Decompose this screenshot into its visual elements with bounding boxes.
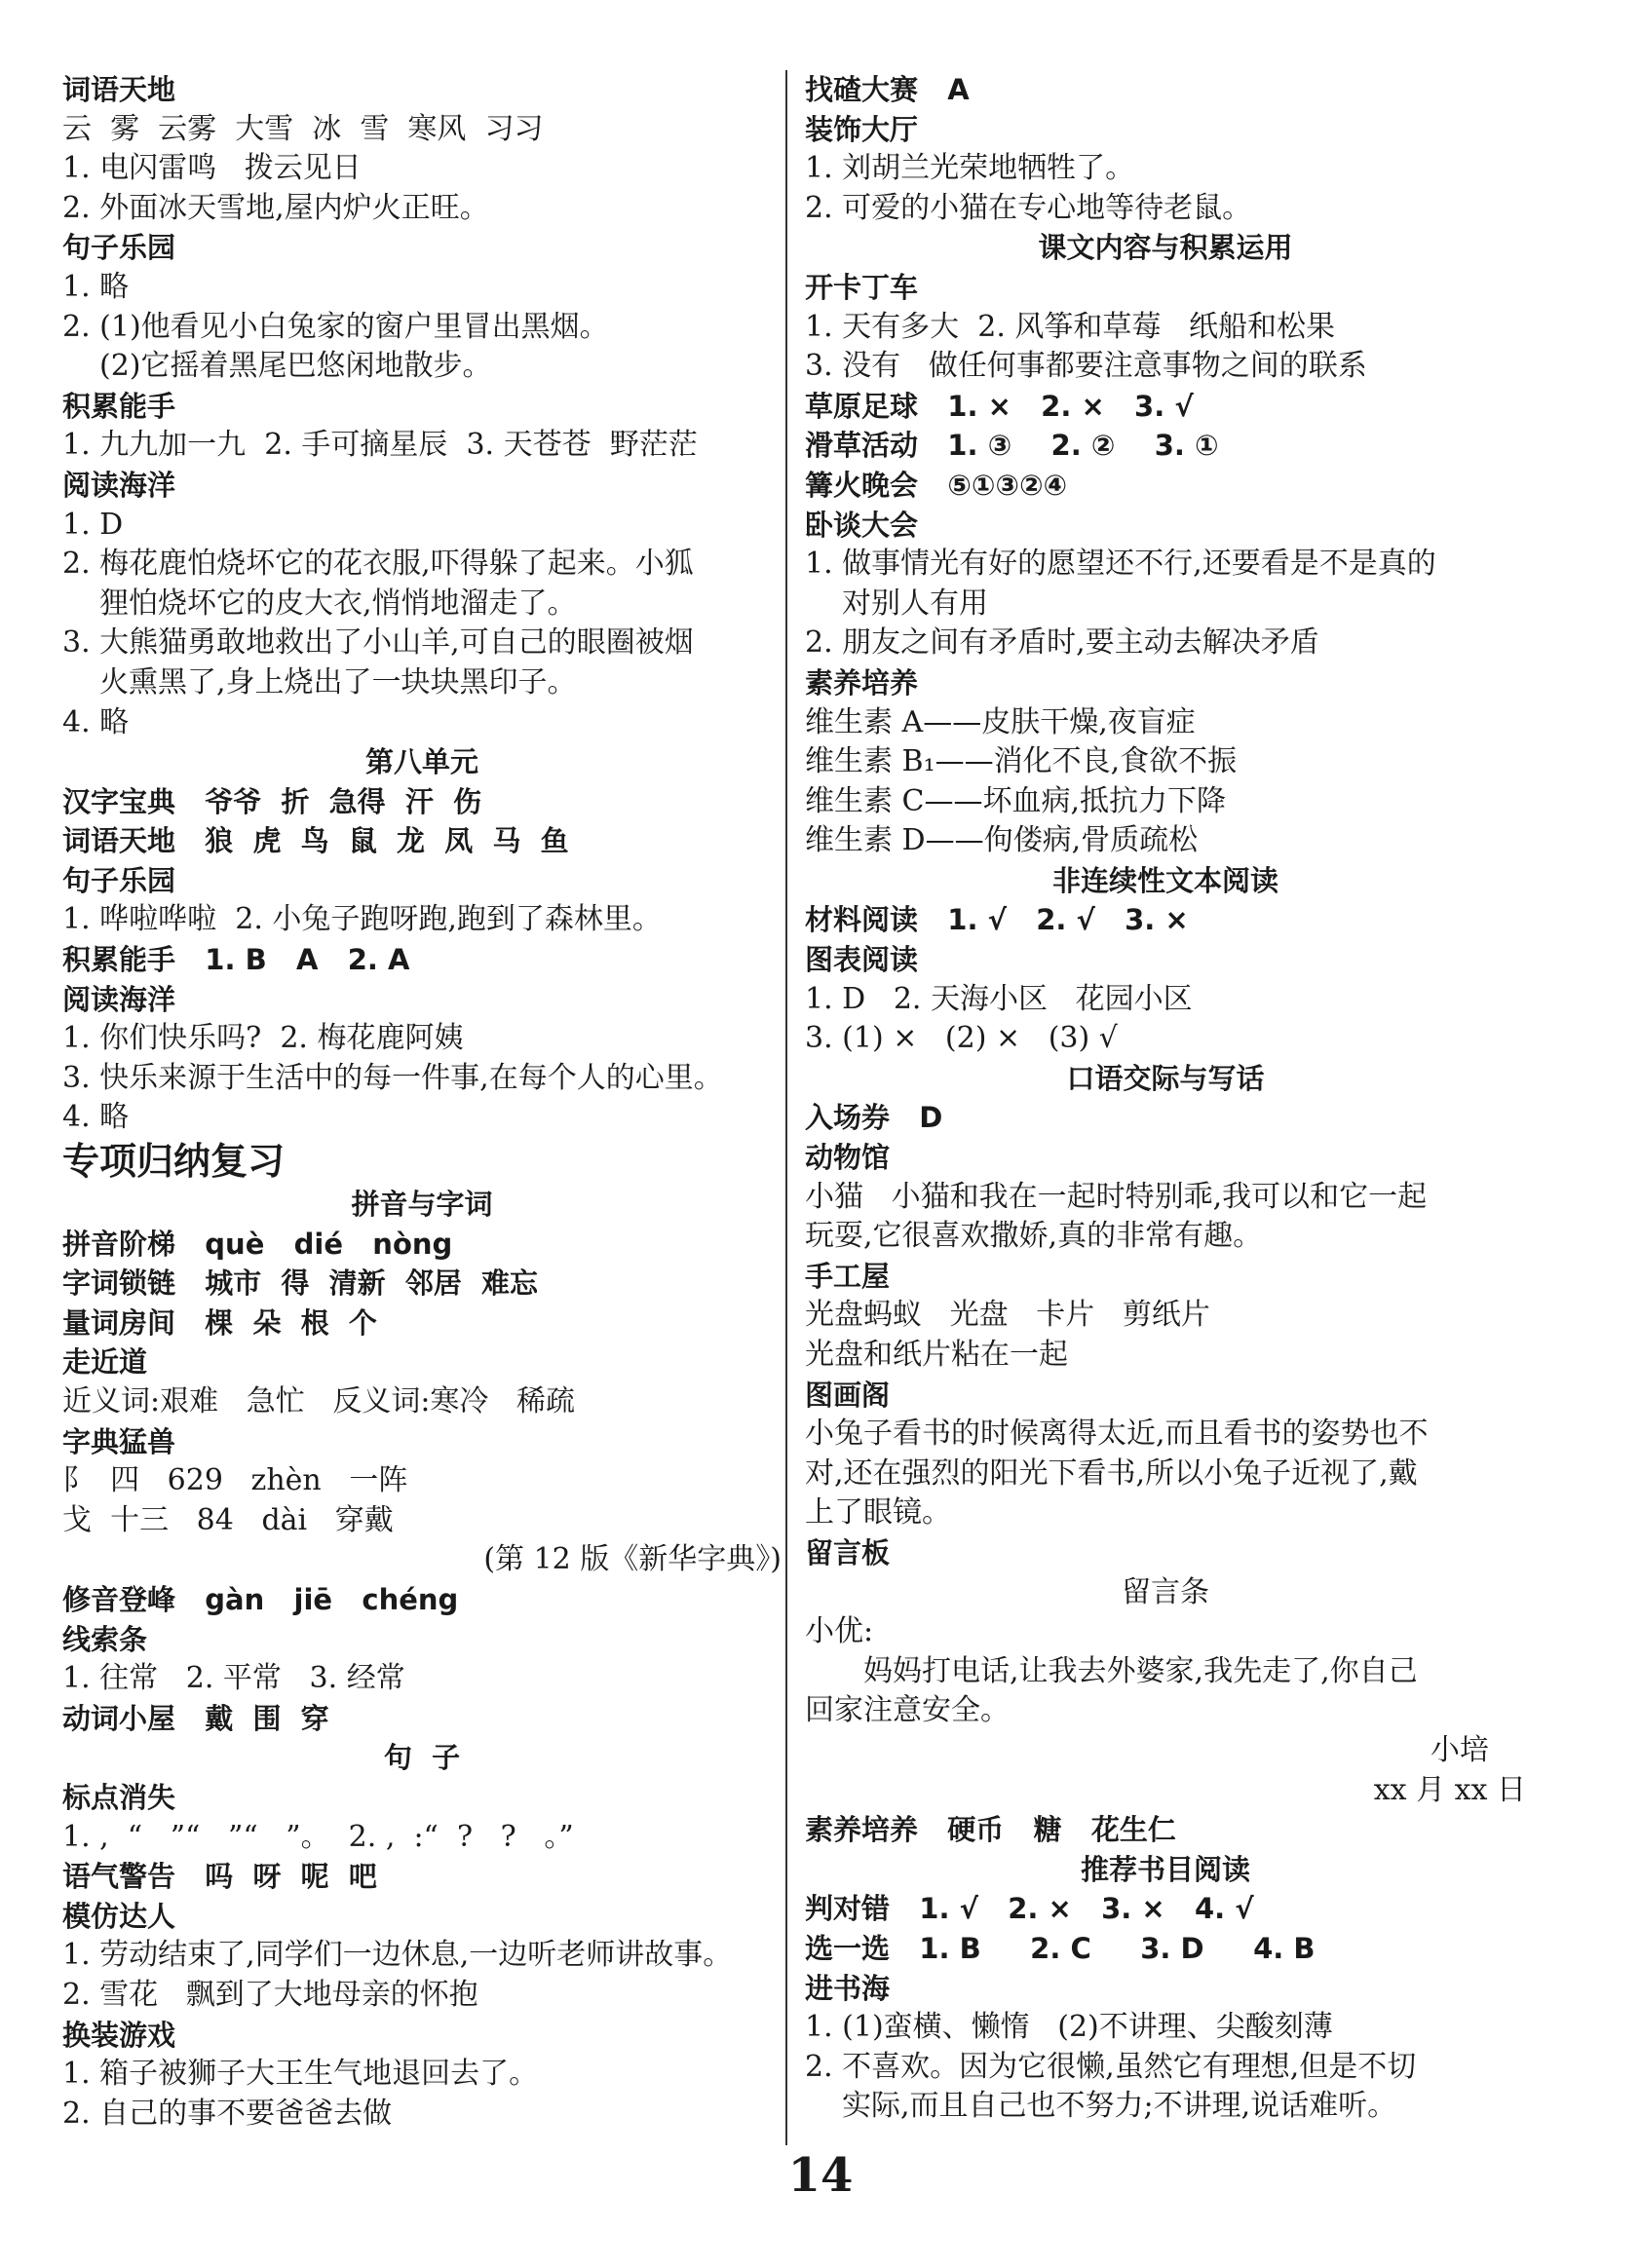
answer-line: (2)它摇着黑尾巴悠闲地散步。 bbox=[99, 349, 492, 384]
answer-line: 1. 劳动结束了,同学们一边休息,一边听老师讲故事。 bbox=[62, 1938, 733, 1973]
answer-line: 1. , “ ”“ ”“ ”。 2. , :“ ? ? 。” bbox=[62, 1819, 574, 1854]
answer-line: 玩耍,它很喜欢撒娇,真的非常有趣。 bbox=[805, 1219, 1263, 1254]
answer-line: 1. (1)蛮横、懒惰 (2)不讲理、尖酸刻薄 bbox=[805, 2010, 1333, 2045]
section-heading: 走近道 bbox=[62, 1345, 148, 1380]
answer-line: 1. D bbox=[62, 507, 124, 542]
section-heading: 词语天地 bbox=[62, 73, 176, 106]
right-aligned-text: (第 12 版《新华字典》) bbox=[483, 1542, 782, 1577]
answer-line: 3. (1) × (2) × (3) √ bbox=[805, 1021, 1118, 1056]
section-heading: 词语天地 狼 虎 鸟 鼠 龙 凤 马 鱼 bbox=[62, 824, 569, 858]
answer-line: 小兔子看书的时候离得太近,而且看书的姿势也不 bbox=[805, 1417, 1429, 1452]
answer-line: 3. 没有 做任何事都要注意事物之间的联系 bbox=[805, 349, 1367, 384]
answer-line: 上了眼镜。 bbox=[805, 1495, 951, 1531]
unit-title: 口语交际与写话 bbox=[1066, 1061, 1265, 1095]
section-heading: 字词锁链 城市 得 清新 邻居 难忘 bbox=[62, 1266, 539, 1301]
answer-line: 对,还在强烈的阳光下看书,所以小兔子近视了,戴 bbox=[805, 1455, 1418, 1491]
unit-title: 推荐书目阅读 bbox=[1080, 1852, 1250, 1886]
section-heading: 修音登峰 gàn jiē chéng bbox=[62, 1582, 459, 1616]
section-heading: 积累能手 1. B A 2. A bbox=[62, 943, 410, 977]
answer-line: 2. 外面冰天雪地,屋内炉火正旺。 bbox=[62, 190, 489, 225]
answer-line: 光盘蚂蚁 光盘 卡片 剪纸片 bbox=[805, 1298, 1210, 1333]
answer-line: 狸怕烧坏它的皮大衣,悄悄地溜走了。 bbox=[99, 586, 577, 621]
section-heading: 句子乐园 bbox=[62, 863, 176, 897]
section-heading: 卧谈大会 bbox=[805, 508, 919, 542]
left-column bbox=[62, 70, 782, 2134]
column-divider bbox=[785, 70, 787, 2145]
section-heading: 留言板 bbox=[805, 1535, 891, 1569]
answer-line: 维生素 B₁——消化不良,食欲不振 bbox=[805, 744, 1238, 779]
right-aligned-text: xx 月 xx 日 bbox=[1373, 1772, 1526, 1807]
right-column bbox=[805, 70, 1526, 2127]
section-heading: 入场券 D bbox=[805, 1101, 943, 1135]
unit-title: 课文内容与积累运用 bbox=[1038, 231, 1293, 265]
answer-line: 3. 大熊猫勇敢地救出了小山羊,可自己的眼圈被烟 bbox=[62, 625, 694, 661]
section-heading: 阅读海洋 bbox=[62, 982, 176, 1016]
section-heading: 开卡丁车 bbox=[805, 270, 919, 304]
answer-line: 回家注意安全。 bbox=[805, 1693, 1010, 1728]
section-heading: 积累能手 bbox=[62, 389, 176, 423]
right-aligned-text: 小培 bbox=[1430, 1732, 1526, 1767]
answer-line: 对别人有用 bbox=[842, 586, 988, 621]
unit-title: 拼音与字词 bbox=[351, 1188, 493, 1222]
answer-line: 2. 自己的事不要爸爸去做 bbox=[62, 2096, 393, 2131]
answer-line: 1. 九九加一九 2. 手可摘星辰 3. 天苍苍 野茫茫 bbox=[62, 428, 698, 463]
unit-title: 非连续性文本阅读 bbox=[1051, 863, 1278, 897]
section-heading: 阅读海洋 bbox=[62, 468, 176, 502]
section-heading: 语气警告 吗 呀 呢 吧 bbox=[62, 1860, 377, 1894]
answer-line: 光盘和纸片粘在一起 bbox=[805, 1338, 1068, 1372]
answer-line: 近义词:艰难 急忙 反义词:寒冷 稀疏 bbox=[62, 1384, 576, 1418]
section-heading: 动物馆 bbox=[805, 1141, 891, 1175]
answer-line: 2. 梅花鹿怕烧坏它的花衣服,吓得躲了起来。小狐 bbox=[62, 547, 694, 582]
section-heading: 图画阁 bbox=[805, 1378, 891, 1412]
chapter-title: 专项归纳复习 bbox=[62, 1140, 286, 1184]
unit-title: 句 子 bbox=[383, 1741, 461, 1775]
answer-line: 1. 略 bbox=[62, 269, 130, 304]
answer-line: 3. 快乐来源于生活中的每一件事,在每个人的心里。 bbox=[62, 1060, 723, 1095]
note-title: 留言条 bbox=[1122, 1574, 1209, 1609]
section-heading: 汉字宝典 爷爷 折 急得 汗 伤 bbox=[62, 784, 482, 818]
answer-line: 1. 往常 2. 平常 3. 经常 bbox=[62, 1661, 405, 1696]
answer-line: 4. 略 bbox=[62, 704, 130, 739]
answer-line: 2. 可爱的小猫在专心地等待老鼠。 bbox=[805, 190, 1252, 225]
section-heading: 滑草活动 1. ③ 2. ② 3. ① bbox=[805, 429, 1219, 463]
answer-line: 云 雾 云雾 大雪 冰 雪 寒风 习习 bbox=[62, 111, 544, 146]
section-heading: 手工屋 bbox=[805, 1259, 891, 1293]
page-number: 14 bbox=[787, 2148, 854, 2203]
section-heading: 标点消失 bbox=[62, 1780, 176, 1814]
section-heading: 拼音阶梯 què dié nòng bbox=[62, 1227, 453, 1261]
answer-line: 火熏黑了,身上烧出了一块块黑印子。 bbox=[99, 664, 577, 699]
answer-line: 维生素 C——坏血病,抵抗力下降 bbox=[805, 783, 1227, 818]
answer-line: 2. (1)他看见小白兔家的窗户里冒出黑烟。 bbox=[62, 309, 609, 344]
answer-line: 2. 朋友之间有矛盾时,要主动去解决矛盾 bbox=[805, 625, 1319, 661]
section-heading: 找碴大赛 A bbox=[805, 73, 970, 106]
answer-line: 小猫 小猫和我在一起时特别乖,我可以和它一起 bbox=[805, 1179, 1428, 1214]
section-heading: 素养培养 bbox=[805, 665, 919, 699]
section-heading: 进书海 bbox=[805, 1971, 891, 2005]
answer-line: 2. 不喜欢。因为它很懒,虽然它有理想,但是不切 bbox=[805, 2049, 1417, 2084]
section-heading: 判对错 1. √ 2. × 3. × 4. √ bbox=[805, 1892, 1254, 1926]
answer-line: 阝 四 629 zhèn 一阵 bbox=[62, 1463, 408, 1498]
unit-title: 第八单元 bbox=[364, 745, 478, 779]
answer-line: 1. 电闪雷鸣 拨云见日 bbox=[62, 151, 362, 186]
section-heading: 量词房间 棵 朵 根 个 bbox=[62, 1305, 377, 1340]
answer-line: 实际,而且自己也不努力;不讲理,说话难听。 bbox=[842, 2089, 1397, 2124]
section-heading: 换装游戏 bbox=[62, 2018, 176, 2052]
answer-line: 妈妈打电话,让我去外婆家,我先走了,你自己 bbox=[863, 1653, 1418, 1688]
answer-line: 小优: bbox=[805, 1614, 874, 1649]
section-heading: 图表阅读 bbox=[805, 943, 919, 977]
answer-line: 维生素 A——皮肤干燥,夜盲症 bbox=[805, 704, 1196, 739]
section-heading: 动词小屋 戴 围 穿 bbox=[62, 1701, 329, 1735]
answer-line: 1. D 2. 天海小区 花园小区 bbox=[805, 981, 1193, 1016]
section-heading: 篝火晚会 ⑤①③②④ bbox=[805, 468, 1068, 502]
answer-line: 1. 你们快乐吗? 2. 梅花鹿阿姨 bbox=[62, 1021, 464, 1056]
section-heading: 线索条 bbox=[62, 1622, 148, 1656]
section-heading: 选一选 1. B 2. C 3. D 4. B bbox=[805, 1931, 1316, 1965]
answer-line: 1. 哗啦哗啦 2. 小兔子跑呀跑,跑到了森林里。 bbox=[62, 902, 662, 937]
answer-line: 2. 雪花 飘到了大地母亲的怀抱 bbox=[62, 1977, 478, 2012]
section-heading: 素养培养 硬币 糖 花生仁 bbox=[805, 1813, 1176, 1847]
section-heading: 材料阅读 1. √ 2. √ 3. × bbox=[805, 903, 1189, 937]
section-heading: 句子乐园 bbox=[62, 231, 176, 265]
section-heading: 草原足球 1. × 2. × 3. √ bbox=[805, 389, 1194, 423]
answer-line: 4. 略 bbox=[62, 1100, 130, 1135]
answer-line: 1. 箱子被狮子大王生气地退回去了。 bbox=[62, 2057, 539, 2092]
section-heading: 装饰大厅 bbox=[805, 112, 919, 146]
answer-line: 戈 十三 84 dài 穿戴 bbox=[62, 1502, 394, 1537]
answer-line: 1. 做事情光有好的愿望还不行,还要看是不是真的 bbox=[805, 547, 1436, 582]
answer-line: 维生素 D——佝偻病,骨质疏松 bbox=[805, 823, 1199, 858]
section-heading: 模仿达人 bbox=[62, 1899, 176, 1933]
section-heading: 字典猛兽 bbox=[62, 1424, 176, 1458]
answer-line: 1. 刘胡兰光荣地牺牲了。 bbox=[805, 151, 1135, 186]
answer-line: 1. 天有多大 2. 风筝和草莓 纸船和松果 bbox=[805, 309, 1335, 344]
